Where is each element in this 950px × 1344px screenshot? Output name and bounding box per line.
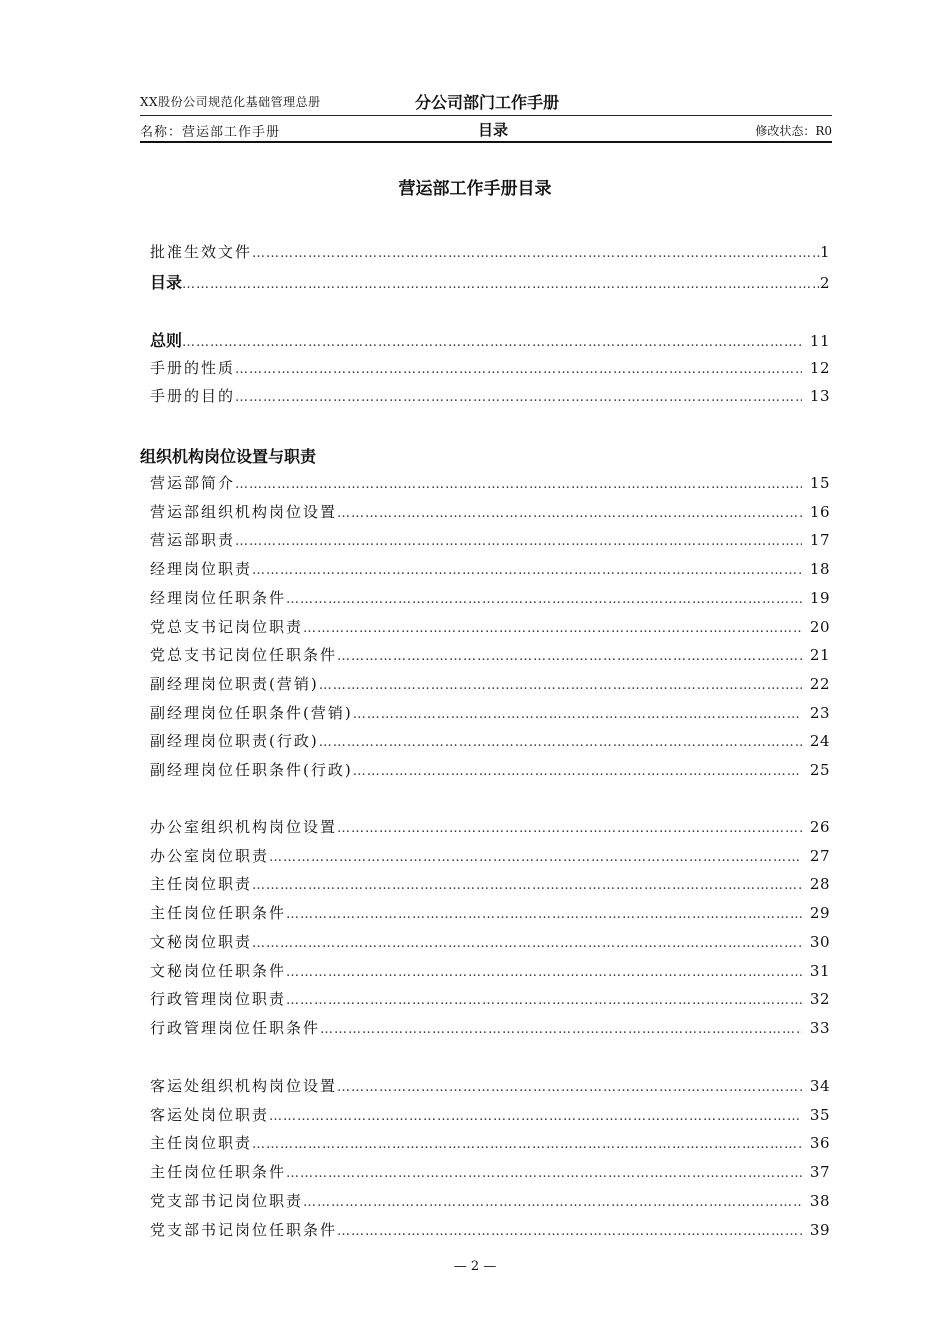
toc-leader-dots [182, 277, 820, 292]
toc-entry-page: 11 [809, 332, 830, 350]
toc-leader-dots [286, 1166, 802, 1181]
toc-entry-page: 26 [809, 818, 830, 836]
toc-leader-dots [303, 1195, 802, 1210]
section-heading-org: 组织机构岗位设置与职责 [140, 447, 317, 466]
toc-entry[interactable] [150, 902, 830, 926]
toc-entry-label: 营运部职责 [150, 531, 236, 550]
toc-entry[interactable] [150, 616, 830, 640]
toc-entry-label: 经理岗位任职条件 [150, 588, 287, 607]
toc-entry-label: 主任岗位任职条件 [150, 904, 287, 923]
toc-entry-label: 文秘岗位任职条件 [150, 961, 287, 980]
toc-entry-label: 营运部组织机构岗位设置 [150, 502, 338, 521]
toc-entry-page: 35 [809, 1105, 830, 1124]
toc-entry[interactable] [150, 673, 830, 697]
toc-leader-dots [337, 506, 802, 521]
toc-entry-label: 办公室组织机构岗位设置 [150, 818, 338, 836]
toc-entry-label: 党总支书记岗位任职条件 [150, 646, 338, 665]
toc-entry-label: 目录 [150, 272, 183, 292]
header-revision: 修改状态：R0 [755, 124, 832, 138]
toc-entry[interactable] [150, 357, 830, 381]
toc-entry[interactable] [150, 931, 830, 955]
toc-entry-label: 手册的目的 [150, 387, 236, 406]
toc-entry[interactable] [150, 730, 830, 754]
toc-entry-label: 副经理岗位职责(营销) [150, 674, 319, 693]
toc-entry[interactable] [150, 529, 830, 553]
toc-entry[interactable] [150, 1190, 830, 1214]
toc-leader-dots [286, 592, 802, 607]
toc-leader-dots [319, 735, 802, 750]
toc-entry-page: 31 [809, 961, 830, 980]
toc-entry-page: 25 [809, 761, 830, 779]
toc-entry-label: 主任岗位职责 [150, 1134, 253, 1153]
toc-leader-dots [235, 362, 802, 377]
toc-leader-dots [235, 390, 802, 405]
toc-leader-dots [286, 993, 802, 1008]
toc-entry-page: 27 [809, 846, 830, 865]
toc-entry-page: 2 [819, 273, 830, 292]
toc-entry[interactable] [150, 644, 830, 668]
toc-entry-label: 客运处组织机构岗位设置 [150, 1077, 338, 1095]
toc-entry[interactable] [150, 1104, 830, 1128]
toc-leader-dots [353, 707, 802, 722]
toc-entry[interactable] [150, 587, 830, 611]
toc-entry[interactable] [150, 1132, 830, 1156]
toc-leader-dots [337, 649, 802, 664]
toc-entry[interactable] [150, 558, 830, 582]
toc-leader-dots [252, 1137, 802, 1152]
toc-entry-label: 行政管理岗位职责 [150, 990, 287, 1009]
toc-entry-label: 行政管理岗位任职条件 [150, 1018, 321, 1037]
toc-entry-page: 38 [809, 1191, 830, 1210]
page-title: 营运部工作手册目录 [398, 179, 552, 199]
toc-entry-label: 手册的性质 [150, 358, 236, 377]
header-branch-manual: 分公司部门工作手册 [415, 93, 560, 112]
toc-leader-dots [303, 621, 802, 636]
toc-entry-page: 34 [809, 1077, 830, 1095]
toc-entry-label: 主任岗位职责 [150, 875, 253, 894]
toc-entry[interactable] [150, 759, 830, 783]
toc-leader-dots [337, 821, 802, 836]
toc-entry-page: 32 [809, 990, 830, 1009]
toc-entry-page: 12 [809, 358, 830, 377]
toc-entry-label: 营运部简介 [150, 474, 236, 492]
toc-entry[interactable] [150, 1075, 830, 1099]
toc-entry-label: 经理岗位职责 [150, 560, 253, 579]
toc-entry[interactable] [150, 702, 830, 726]
toc-entry[interactable] [150, 241, 830, 265]
toc-leader-dots [337, 1224, 802, 1239]
toc-leader-dots [320, 1022, 802, 1037]
toc-entry[interactable] [150, 1219, 830, 1243]
toc-leader-dots [182, 335, 802, 350]
toc-leader-dots [235, 534, 802, 549]
toc-entry-page: 16 [809, 502, 830, 521]
toc-entry-label: 总则 [150, 331, 183, 350]
toc-entry-page: 36 [809, 1134, 830, 1153]
header-divider-bottom [140, 141, 832, 143]
toc-entry-page: 22 [809, 674, 830, 693]
header-name-label: 名称：营运部工作手册 [140, 125, 281, 140]
toc-entry-page: 24 [809, 732, 830, 751]
toc-leader-dots [252, 878, 802, 893]
toc-entry-page: 18 [809, 560, 830, 579]
toc-entry[interactable] [150, 328, 830, 352]
toc-entry-page: 20 [809, 617, 830, 636]
toc-entry-label: 副经理岗位任职条件(行政) [150, 761, 353, 779]
toc-entry[interactable] [150, 1161, 830, 1185]
header-divider-top [140, 115, 832, 116]
toc-leader-dots [252, 563, 802, 578]
toc-leader-dots [269, 850, 802, 865]
toc-entry-label: 党支部书记岗位职责 [150, 1191, 304, 1210]
toc-leader-dots [269, 1109, 802, 1124]
toc-entry-page: 33 [809, 1018, 830, 1037]
toc-entry-label: 党支部书记岗位任职条件 [150, 1220, 338, 1239]
toc-entry[interactable] [150, 873, 830, 897]
page-number-footer: — 2 — [453, 1259, 497, 1274]
toc-entry-label: 文秘岗位职责 [150, 932, 253, 951]
toc-entry-page: 17 [809, 531, 830, 550]
toc-leader-dots [353, 764, 802, 779]
toc-entry-label: 主任岗位任职条件 [150, 1163, 287, 1182]
toc-entry-label: 党总支书记岗位职责 [150, 617, 304, 636]
toc-leader-dots [286, 907, 802, 922]
toc-entry-label: 副经理岗位任职条件(营销) [150, 703, 353, 722]
toc-leader-dots [252, 936, 802, 951]
toc-entry-page: 30 [809, 932, 830, 951]
toc-entry[interactable] [150, 845, 830, 869]
toc-leader-dots [319, 678, 802, 693]
toc-entry-page: 23 [809, 703, 830, 722]
toc-entry[interactable] [150, 385, 830, 409]
toc-leader-dots [252, 246, 820, 261]
toc-entry[interactable] [150, 1017, 830, 1041]
toc-entry[interactable] [150, 988, 830, 1012]
toc-entry-page: 28 [809, 875, 830, 894]
toc-entry-page: 13 [809, 387, 830, 406]
toc-entry-page: 21 [809, 646, 830, 665]
toc-leader-dots [235, 477, 802, 492]
toc-leader-dots [286, 965, 802, 980]
toc-entry-page: 29 [809, 904, 830, 923]
toc-entry-page: 39 [809, 1220, 830, 1239]
toc-entry[interactable] [150, 501, 830, 525]
toc-entry-label: 副经理岗位职责(行政) [150, 732, 319, 751]
toc-entry-label: 批准生效文件 [150, 243, 253, 261]
header-section: 目录 [478, 121, 509, 139]
toc-entry-page: 15 [809, 474, 830, 492]
toc-entry[interactable] [150, 960, 830, 984]
toc-leader-dots [337, 1080, 802, 1095]
toc-entry-label: 客运处岗位职责 [150, 1105, 270, 1124]
toc-entry[interactable] [150, 816, 830, 840]
toc-entry-page: 1 [819, 243, 830, 261]
toc-entry-page: 37 [809, 1163, 830, 1182]
toc-entry-page: 19 [809, 588, 830, 607]
toc-entry[interactable] [150, 472, 830, 496]
header-company-manual: XX股份公司规范化基础管理总册 [140, 95, 321, 109]
toc-entry[interactable] [150, 270, 830, 294]
toc-entry-label: 办公室岗位职责 [150, 846, 270, 865]
